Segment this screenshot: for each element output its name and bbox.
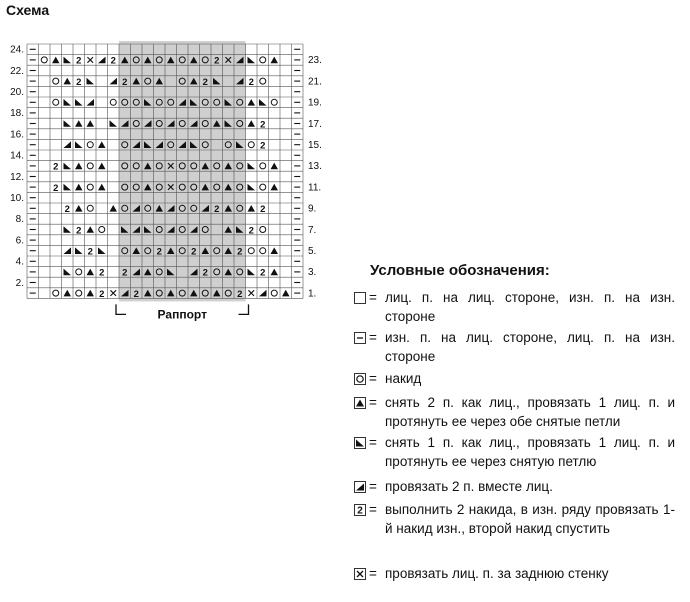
two-symbol: 2: [248, 76, 254, 88]
triangle-up-symbol: [75, 163, 83, 170]
triangle-right-symbol: [259, 290, 267, 297]
row-label-left: 22.: [10, 65, 24, 77]
two-symbol: 2: [260, 267, 266, 279]
triangle-left-symbol: [64, 226, 72, 233]
row-label-left: 16.: [10, 129, 24, 141]
circle-symbol: [87, 163, 93, 169]
legend-equals: =: [369, 371, 377, 386]
legend-text: провязать 2 п. вместе лиц.: [385, 479, 553, 494]
row-label-right: 15.: [308, 140, 322, 151]
row-label-right: 21.: [308, 76, 322, 88]
legend-item-skp: [354, 434, 674, 471]
two-symbol: 2: [76, 76, 82, 88]
triangle-left-symbol: [87, 78, 95, 85]
triangle-left-symbol: [248, 57, 256, 64]
two-symbol: 2: [214, 55, 220, 67]
two-symbol: 2: [237, 288, 243, 300]
triangle-up-symbol: [248, 205, 256, 212]
row-label-left: 4.: [15, 256, 24, 268]
two-symbol: 2: [122, 76, 128, 88]
triangle-left-symbol: [98, 247, 106, 254]
row-label-right: 3.: [308, 267, 317, 279]
triangle-left-symbol: [248, 269, 256, 276]
triangle-left-symbol: [110, 120, 118, 127]
circle-symbol: [260, 57, 266, 63]
legend-equals: =: [369, 395, 377, 410]
triangle-left-symbol: [64, 163, 72, 170]
repeat-label: Раппорт: [157, 307, 207, 322]
legend-text: выполнить 2 накида, в изн. ряду провязать 1-й накид изн., второй накид спустить: [385, 502, 675, 536]
circle-symbol: [53, 78, 59, 84]
legend-item-cdd: [354, 394, 674, 431]
triangle-up-symbol: [110, 205, 118, 212]
two-symbol: 2: [260, 140, 266, 152]
two-symbol: 2: [260, 204, 266, 216]
two-symbol: 2: [53, 161, 59, 173]
triangle-left-symbol: [75, 141, 83, 148]
two-symbol: 2: [260, 119, 266, 131]
triangle-left-symbol: [64, 120, 72, 127]
two-symbol: 2: [248, 225, 254, 237]
row-label-right: 17.: [308, 118, 322, 130]
row-label-left: 2.: [15, 277, 24, 289]
triangle-up-symbol: [64, 290, 72, 297]
triangle-right-symbol: [98, 57, 106, 64]
circle-symbol: [260, 248, 266, 254]
legend-text: снять 1 п. как лиц., провязать 1 лиц. п. и протянуть ее через снятую петлю: [385, 435, 675, 469]
triangle-up-symbol: [98, 184, 106, 191]
cross-symbol: [110, 290, 116, 296]
circle-symbol: [260, 78, 266, 84]
row-label-right: 1.: [308, 288, 317, 300]
triangle-left-icon: [354, 437, 366, 449]
legend-text: накид: [385, 371, 422, 386]
row-label-right: 11.: [308, 182, 322, 194]
row-label-right: 9.: [308, 203, 317, 215]
circle-symbol: [76, 269, 82, 275]
row-label-left: 10.: [10, 193, 24, 204]
triangle-up-symbol: [248, 99, 256, 106]
row-label-right: 7.: [308, 224, 317, 236]
row-label-left: 8.: [15, 214, 24, 226]
circle-symbol: [53, 99, 59, 105]
legend-item-purl: [354, 329, 674, 366]
two-symbol: 2: [76, 55, 82, 67]
svg-text:2: 2: [357, 505, 363, 515]
scheme-title: Схема: [6, 2, 50, 18]
circle-symbol: [76, 290, 82, 296]
legend-text: изн. п. на лиц. стороне, лиц. п. на изн. стороне: [385, 330, 675, 364]
triangle-left-symbol: [75, 247, 83, 254]
triangle-left-symbol: [248, 184, 256, 191]
triangle-up-symbol: [248, 120, 256, 127]
circle-symbol: [41, 57, 47, 63]
triangle-left-symbol: [248, 163, 256, 170]
legend-equals: =: [369, 479, 377, 494]
triangle-up-symbol: [271, 269, 279, 276]
row-label-left: 20.: [10, 87, 24, 98]
triangle-left-symbol: [64, 184, 72, 191]
two-symbol: 2: [133, 288, 139, 300]
two-symbol: 2: [237, 246, 243, 258]
two-symbol: 2: [214, 204, 220, 216]
circle-symbol: [260, 163, 266, 169]
triangle-up-symbol: [98, 163, 106, 170]
triangle-right-symbol: [87, 99, 95, 106]
triangle-left-symbol: [64, 57, 72, 64]
triangle-up-symbol: [271, 57, 279, 64]
triangle-up-symbol: [87, 226, 95, 233]
row-label-right: 19.: [308, 97, 322, 109]
two-symbol: 2: [202, 76, 208, 88]
legend-text: провязать лиц. п. за заднюю стенку: [385, 566, 609, 581]
circle-symbol: [110, 99, 116, 105]
triangle-left-symbol: [64, 269, 72, 276]
dash-icon: [354, 332, 366, 344]
legend-item-ktbl: [354, 565, 674, 584]
triangle-right-symbol: [64, 141, 72, 148]
triangle-up-symbol: [271, 247, 279, 254]
legend-equals: =: [369, 435, 377, 450]
legend-text: снять 2 п. как лиц., провязать 1 лиц. п. и протянуть ее через обе снятые петли: [385, 395, 675, 429]
blank-square-icon: [354, 292, 366, 304]
triangle-up-symbol: [87, 269, 95, 276]
triangle-left-symbol: [64, 99, 72, 106]
knitting-chart: [0, 0, 345, 330]
triangle-right-icon: [354, 481, 366, 493]
two-symbol: 2: [202, 267, 208, 279]
two-symbol: 2: [53, 182, 59, 194]
two-icon: [354, 504, 366, 516]
triangle-up-symbol: [64, 78, 72, 85]
circle-symbol: [271, 99, 277, 105]
two-symbol: 2: [191, 246, 197, 258]
row-label-left: 12.: [10, 171, 24, 183]
row-label-left: 14.: [10, 150, 24, 162]
triangle-up-symbol: [75, 184, 83, 191]
circle-symbol: [260, 227, 266, 233]
row-label-left: 18.: [10, 108, 24, 120]
legend-item-double-yo: [354, 501, 674, 557]
row-label-left: 24.: [10, 44, 24, 56]
circle-symbol: [87, 142, 93, 148]
two-symbol: 2: [110, 55, 116, 67]
triangle-up-icon: [354, 397, 366, 409]
circle-symbol: [87, 184, 93, 190]
triangle-up-symbol: [282, 290, 290, 297]
triangle-up-symbol: [52, 57, 60, 64]
triangle-right-symbol: [64, 247, 72, 254]
circle-symbol: [260, 184, 266, 190]
row-label-right: 5.: [308, 246, 317, 257]
circle-symbol: [248, 142, 254, 148]
triangle-up-symbol: [75, 205, 83, 212]
circle-symbol: [248, 248, 254, 254]
legend-equals: =: [369, 566, 377, 581]
triangle-left-symbol: [259, 99, 267, 106]
two-symbol: 2: [99, 288, 105, 300]
cross-symbol: [87, 57, 93, 63]
circle-symbol: [87, 205, 93, 211]
two-symbol: 2: [87, 246, 93, 258]
two-symbol: 2: [99, 267, 105, 279]
legend-equals: =: [369, 330, 377, 345]
cross-icon: [354, 568, 366, 580]
triangle-up-symbol: [87, 290, 95, 297]
legend-equals: =: [369, 502, 377, 517]
triangle-up-symbol: [271, 184, 279, 191]
legend-title: Условные обозначения:: [370, 262, 550, 279]
cross-symbol: [248, 290, 254, 296]
legend-item-k2tog: [354, 478, 674, 497]
triangle-up-symbol: [87, 120, 95, 127]
legend-text: лиц. п. на лиц. стороне, изн. п. на изн. стороне: [385, 290, 675, 324]
two-symbol: 2: [122, 267, 128, 279]
circle-symbol: [271, 290, 277, 296]
triangle-up-symbol: [75, 120, 83, 127]
two-symbol: 2: [64, 204, 70, 216]
triangle-up-symbol: [98, 141, 106, 148]
legend-item-yarn-over: [354, 370, 674, 389]
legend-equals: =: [369, 290, 377, 305]
two-symbol: 2: [156, 246, 162, 258]
row-label-left: 6.: [15, 235, 24, 247]
triangle-left-symbol: [75, 99, 83, 106]
circle-symbol: [53, 290, 59, 296]
circle-symbol: [99, 227, 105, 233]
circle-icon: [354, 373, 366, 385]
row-label-right: 23.: [308, 55, 322, 67]
legend-item-knit: [354, 289, 674, 326]
row-label-right: 13.: [308, 161, 322, 173]
triangle-up-symbol: [271, 163, 279, 170]
triangle-right-symbol: [110, 78, 118, 85]
two-symbol: 2: [76, 225, 82, 237]
